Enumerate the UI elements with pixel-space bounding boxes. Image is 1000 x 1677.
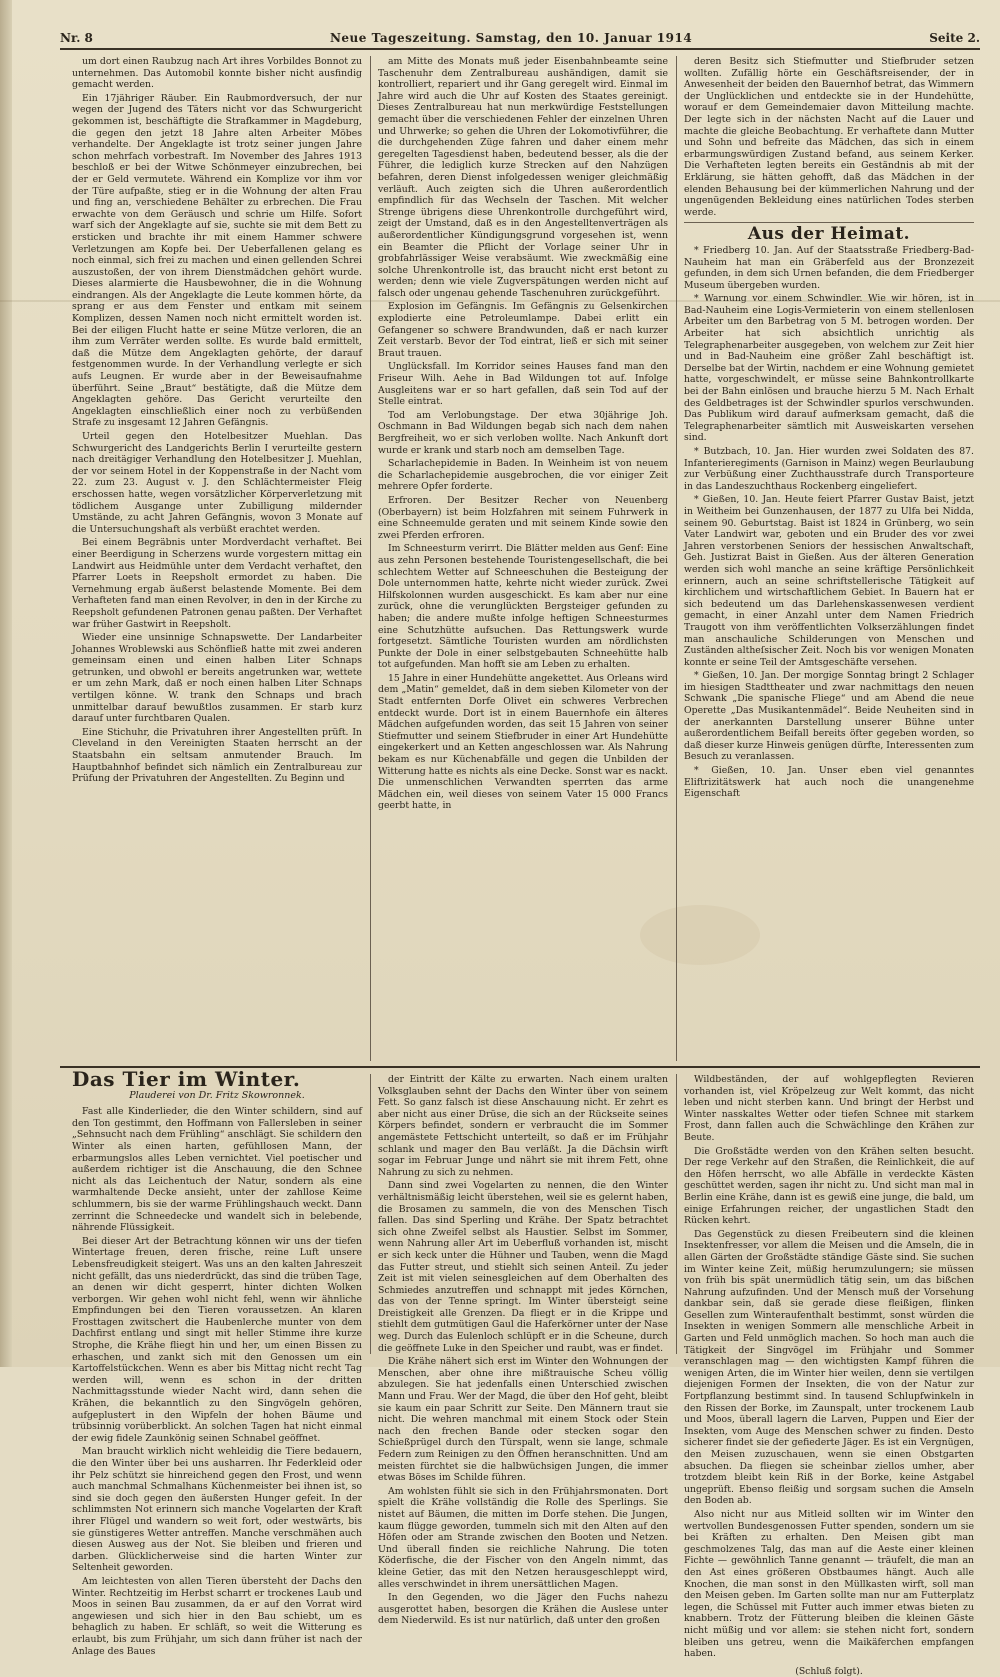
feuilleton-paragraph: Also nicht nur aus Mitleid sollten wir im Winter den wertvollen Bundesgenossen Futter spenden, sondern um sie bei Kräften zu erhalten. Den Meisen gibt man geschmolzenes Talg, das man auf die Aeste einer kleinen Fichte — gewöhnlich Tanne genannt — träufelt, die man an den Ast eines größeren Obstbaumes hängt. Auch alle Knochen, die man sonst in den Müllkasten wirft, soll man den Meisen geben. Im Garten sollte man nur am Futterplatz legen, die Schüssel mit Futter auch immer etwas bieten zu knabbern. Trotz der Fütterung bleiben die kleinen Gäste nicht müßig und vor allem: sie stehen nicht fort, sondern bleiben uns getreu, wenn die Maikäferchen empfangen haben. — [684, 1508, 974, 1660]
feuilleton-paragraph: In den Gegenden, wo die Jäger den Fuchs nahezu ausgerottet haben, besorgen die Krähen die Auslese unter dem Niederwild. Es ist nur natürlich, daß unter den großen — [378, 1592, 668, 1627]
news-article: deren Besitz sich Stiefmutter und Stiefbruder setzen wollten. Zufällig hörte ein Geschäftsreisender, der in Anwesenheit der beiden den Bauernhof betrat, das Wimmern der Unglücklichen und entdeckte sie in der Hundehütte, worauf er dem Gemeindemaier davon Mitteilung machte. Der legte sich in der nächsten Nacht auf die Lauer und machte die gleiche Beobachtung. Er verhaftete dann Mutter und Sohn und befreite das Mädchen, das sich in einem erbarmungswürdigen Zustand befand, aus seinem Kerker. Die Verhafteten legten bereits ein Geständnis ab mit der Erklärung, sie hätten gehofft, daß das Mädchen in der elenden Behausung bei der kümmerlichen Nahrung und der ungenügenden Bekleidung eines natürlichen Todes sterben werde. — [684, 56, 974, 218]
feuilleton-paragraph: Am wohlsten fühlt sie sich in den Frühjahrsmonaten. Dort spielt die Krähe vollständig die Rolle des Sperlings. Sie nistet auf Bäumen, die mitten im Dorfe stehen. Die Jungen, kaum flügge geworden, tummeln sich mit den Alten auf den Höfen oder am Strande zwischen den Booten und Netzen. Und überall finden sie reichliche Nahrung. Die toten Köderfische, die der Fischer von den Angeln nimmt, das kleine Getier, das mit den Netzen herausgeschleppt wird, alles verschwindet in ihrem unersättlichen Magen. — [378, 1485, 668, 1590]
news-article: Ein 17jähriger Räuber. Ein Raubmordversuch, der nur wegen der Jugend des Täters nicht vor das Schwurgericht gekommen ist, beschäftigte die Strafkammer in Magdeburg, die gegen den jetzt 18 Jahre alten Arbeiter Möbes verhandelte. Der Angeklagte ist trotz seiner jungen Jahre schon mehrfach vorbestraft. Im November des Jahres 1913 beschloß er bei der Witwe Schönmeyer einzubrechen, bei der er Geld vermutete. Während ein Komplize vor ihm vor der Türe aufpaßte, stieg er in die Wohnung der alten Frau und fing an, verschiedene Behälter zu erbrechen. Die Frau erwachte von dem Geräusch und schrie um Hilfe. Sofort warf sich der Angeklagte auf sie, suchte sie mit dem Bett zu ersticken und brachte ihr mit einem Hammer schwere Verletzungen am Kopfe bei. Der Ueberfallenen gelang es noch einmal, sich frei zu machen und einen gellenden Schrei auszustoßen, der von ihrem Dienstmädchen gehört wurde. Dieses alarmierte die Hausbewohner, die in die Wohnung eindrangen. Als der Angeklagte die Leute kommen hörte, da sprang er aus dem Fenster und entkam mit seinem Komplizen, dessen Namen noch nicht ermittelt worden ist. Bei der eiligen Flucht hatte er seine Mütze verloren, die an ihm zum Verräter werden sollte. Es wurde bald ermittelt, daß die Mütze dem Angeklagten gehörte, der darauf festgenommen wurde. In der Verhandlung verlegte er sich aufs Leugnen. Er wurde aber in der Beweisaufnahme überführt. Seine „Braut“ bestätigte, daß die Mütze dem Angeklagten gehöre. Das Gericht verurteilte den Angeklagten einschließlich einer noch zu verbüßenden Strafe zu insgesamt 12 Jahren Gefängnis. — [72, 92, 362, 429]
masthead-line: Neue Tageszeitung. Samstag, den 10. Januar 1914 — [329, 31, 693, 45]
local-news-item: * Butzbach, 10. Jan. Hier wurden zwei Soldaten des 87. Infanterieregiments (Garnison in Mainz) wegen Beurlaubung zur Verbüßung einer Zuchthausstrafe durch Transporteure in das Landeszuchthaus Rockenberg eingeliefert. — [684, 446, 974, 492]
local-news-item: * Friedberg 10. Jan. Auf der Staatsstraße Friedberg-Bad-Nauheim hat man ein Gräberfeld aus der Bronzezeit gefunden, in dem sich Urnen befanden, die dem Friedberger Museum übergeben wurden. — [684, 244, 974, 291]
news-article: Wieder eine unsinnige Schnapswette. Der Landarbeiter Johannes Wroblewski aus Schönfließ hatte mit zwei anderen gemeinsam einen und einen halben Liter Schnaps getrunken, und obwohl er bereits angetrunken war, wettete er um zehn Mark, daß er noch einen halben Liter Schnaps vertilgen könne. W. trank den Schnaps und brach unmittelbar darauf bewußtlos zusammen. Er starb kurz darauf unter furchtbaren Qualen. — [72, 632, 362, 725]
page-binding — [0, 0, 12, 1367]
news-column-3 — [684, 56, 974, 1061]
feuilleton-paragraph: Die Großstädte werden von den Krähen selten besucht. Der rege Verkehr auf den Straßen, die Reinlichkeit, die auf den Höfen herrscht, wo alle Abfälle in verdeckte Kästen geschüttet werden, sagen ihr nicht zu. Und sicht man mal in Berlin eine Krähe, dann ist es gewiß eine junge, die bald, um einige Erfahrungen reicher, der ungastlichen Stadt den Rücken kehrt. — [684, 1145, 974, 1227]
news-column-1 — [72, 56, 362, 1061]
news-article: Erfroren. Der Besitzer Recher von Neuenberg (Oberbayern) ist beim Holzfahren mit seinem Fuhrwerk in eine Schneemulde geraten und mit seinem Kinde sowie den zwei Pferden erfroren. — [378, 494, 668, 541]
feuilleton-byline: Plauderei von Dr. Fritz Skowronnek. — [129, 1089, 305, 1101]
local-news-item: * Gießen, 10. Jan. Heute feiert Pfarrer Gustav Baist, jetzt in Weitheim bei Gunzenhausen, der 1877 zu Ulfa bei Nidda, seinem 90. Geburtstag. Baist ist 1824 in Grünberg, wo sein Vater Landwirt war, geboten und ein Bruder des vor zwei Jahren verstorbenen Seniors der hessischen Anwaltschaft, Geh. Justizrat Baist in Gießen. Aus der älteren Generation werden sich wohl manche an seine kräftige Persönlichkeit erinnern, auch an seine schriftstellerische Tätigkeit auf kirchlichem und wirtschaftlichem Gebiet. In Bauern hat er sich bedeutend um das Darlehenskassenwesen verdient gemacht, in einer Anzahl unter dem Namen Friedrich Traugott von ihm veröffentlichten Volkserzählungen findet man anschauliche Schilderungen von Menschen und Zuständen altheſsischer Zeit. Noch bis vor wenigen Monaten konnte er seine Teil der Amtsgeschäfte versehen. — [684, 494, 974, 668]
section-divider — [684, 222, 974, 223]
page-number: Seite 2. — [929, 31, 980, 45]
feuilleton-column-3 — [684, 1074, 974, 1677]
local-news-item: * Warnung vor einem Schwindler. Wie wir hören, ist in Bad-Nauheim eine Logis-Vermieterin von einem stellenlosen Arbeiter um den Barbetrag von 5 M. betrogen worden. Der Arbeiter hat sich absichtlich unrichtig als Telegraphenarbeiter ausgegeben, von welchem zur Zeit hier und in Bad-Nauheim eine größer Zahl beschäftigt ist. Derselbe bat der Wirtin, nachdem er eine Wohnung gemietet hatte, vorgeschwindelt, er müsse seine Bahnkontrollkarte bei der Bahn einlösen und brauche hierzu 5 M. Nach Erhalt des Geldbetrages ist der Schwindler spurlos verschwunden. Das Publikum wird darauf aufmerksam gemacht, daß die Telegraphenarbeiter sämtlich mit Ausweiskarten versehen sind. — [684, 293, 974, 444]
feuilleton-paragraph: Wildbeständen, der auf wohlgepflegten Revieren vorhanden ist, viel Kröpelzeug zur Welt kommt, das nicht leben und nicht sterben kann. Und bringt der Herbst und Winter nasskaltes Wetter oder tiefen Schnee mit starkem Frost, dann fallen auch die Schwächlinge den Krähen zur Beute. — [684, 1074, 974, 1143]
continued-note: (Schluß folgt). — [795, 1665, 863, 1677]
column-divider — [676, 56, 677, 1061]
news-article: am Mitte des Monats muß jeder Eisenbahnbeamte seine Taschenuhr dem Zentralbureau aushändigen, damit sie kontrolliert, repariert und ihr Gang geregelt wird. Einmal im Jahre wird auch die Uhr auf Kosten des Staates gereinigt. Dieses Zentralbureau hat nun merkwürdige Feststellungen gemacht über die verschiedenen Fehler der einzelnen Uhren und Uhrwerke; so gehen die Uhren der Lokomotivführer, die die durchgehenden Züge fahren und daher einem mehr geregelten Tagesdienst haben, bedeutend besser, als die der Führer, die lediglich kurze Strecken auf den Nahzügen befahren, deren Dienst infolgedessen weniger gleichmäßig verläuft. Auch zeigten sich die Uhren außerordentlich empfindlich für das Wechseln der Taschen. Mit welcher Strenge übrigens diese Uhrenkontrolle durchgeführt wird, zeigt der Umstand, daß es in den Angestelltenverträgen als außerordentlicher Kündigungsgrund vorgesehen ist, wenn ein Beamter die Pflicht der Vorlage seiner Uhr in grobfahrlässiger Weise verabsäumt. Wie zweckmäßig eine solche Uhrenkontrolle ist, das braucht nicht erst betont zu werden; denn wie viele Zugverspätungen werden nicht auf falsch oder ungenau gehende Taschenuhren zurückgeführt. — [378, 56, 668, 299]
news-article: Im Schneesturm verirrt. Die Blätter melden aus Genf: Eine aus zehn Personen bestehende Touristengesellschaft, die bei schlechtem Wetter auf Schneeschuhen die Besteigung der Dole unternommen hatte, kehrte nicht wieder zurück. Zwei Hilfskolonnen wurden ausgeschickt. Es kam aber nur eine zurück, ohne die verunglückten Bergsteiger gefunden zu haben; die andere mußte infolge heftigen Schneesturmes eine Schutzhütte aufsuchen. Das Rettungswerk wurde fortgesetzt. Sämtliche Touristen wurden am nördlichsten Punkte der Dole in einer selbstgebauten Schneehütte halb tot aufgefunden. Man hofft sie am Leben zu erhalten. — [378, 543, 668, 671]
news-article: Tod am Verlobungstage. Der etwa 30jährige Joh. Oschmann in Bad Wildungen begab sich nach dem nahen Bergfreiheit, wo er sich verloben wollte. Nach Ankunft dort wurde er krank und starb noch am demselben Tage. — [378, 409, 668, 456]
news-article: Urteil gegen den Hotelbesitzer Muehlan. Das Schwurgericht des Landgerichts Berlin I verurteilte gestern nach dreitägiger Verhandlung den Hotelbesitzer J. Muehlan, der vor seinem Hotel in der Koppenstraße in der Nacht vom 22. zum 23. August v. J. den Schlächtermeister Fleig erschossen hatte, wegen vorsätzlicher Körperverletzung mit tödlichem Ausgange unter Zubilligung mildernder Umstände, zu acht Jahren Gefängnis, wovon 3 Monate auf die Untersuchungshaft als verbüßt erachtet werden. — [72, 431, 362, 535]
feuilleton-title: Das Tier im Winter. — [72, 1067, 301, 1091]
heimat-heading: Aus der Heimat. — [747, 224, 911, 245]
news-article: Scharlachepidemie in Baden. In Weinheim ist von neuem die Scharlachepidemie ausgebrochen, die vor einiger Zeit mehrere Opfer forderte. — [378, 458, 668, 493]
local-news-item: * Gießen, 10. Jan. Unser eben viel genanntes Eliftrizitätswerk hat auch noch die unangenehme Eigenschaft — [684, 765, 974, 800]
issue-number: Nr. 8 — [60, 31, 93, 45]
feuilleton-paragraph: Bei dieser Art der Betrachtung können wir uns der tiefen Wintertage freuen, deren frische, reine Luft unsere Lebensfreudigkeit steigert. Was uns an den kalten Jahreszeit nicht gefällt, das uns niederdrückt, das sind die trüben Tage, an denen wir dicht gesperrt, hinter dichten Wolken verborgen. Wir gehen wohl nicht fehl, wenn wir ähnliche Empfindungen bei den Tieren voraussetzen. An klaren Frosttagen zwitschert die Haubenlerche munter von dem Dachfirst entlang und singt mit heller Stimme ihre kurze Strophe, die Krähe fliegt hin und her, um einen Bissen zu erhaschen, und zankt sich mit den Genossen um ein Kartoffelstückchen. Wenn es aber bis Mittag nicht recht Tag werden will, wenn es schon in der dritten Nachmittagsstunde wieder Nacht wird, dann sehen die Krähen, die bekanntlich zu den Singvögeln gehören, aufgeplustert in den Wipfeln der hohen Bäume und trübsinnig vorüberblickt. An solchen Tagen hat nicht einmal der ewig fidele Zaunkönig seinen Schnabel geöffnet. — [72, 1235, 362, 1444]
feuilleton-paragraph: Das Gegenstück zu diesen Freibeutern sind die kleinen Insektenfresser, vor allem die Meisen und die Amseln, die in allen Gärten der Großstädte ständige Gäste sind. Sie suchen im Winter keine Zeit, müßig herumzulungern; sie müssen von früh bis spät unermüdlich tätig sein, um das bißchen Nahrung aufzufinden. Und der Mensch muß der Vorsehung dankbar sein, daß sie gerade diese fleißigen, flinken Gesellen zum Winteraufenthalt bestimmt, sonst würden die Insekten in wenigen Sommern alle menschliche Arbeit in Garten und Feld unmöglich machen. So hoch man auch die Tätigkeit der Singvögel im Frühjahr und Sommer veranschlagen mag — den wichtigsten Kampf führen die wenigen Arten, die im Winter hier weilen, denn sie vertilgen diejenigen Formen der Insekten, die von der Natur zur Fortpflanzung bestimmt sind. In tausend Schlupfwinkeln in den Rissen der Borke, im Zaunspalt, unter trockenem Laub und Moos, überall lagern die Larven, Puppen und Eier der Insekten, vom Auge des Menschen schwer zu finden. Desto sicherer findet sie der gefiederte Jäger. Es ist ein Vergnügen, den Meisen zuzuschauen, wenn sie einen Obstgarten absuchen. Da fliegen sie scheinbar ziellos umher, aber trotzdem bleibt kein Riß in der Borke, keine Astgabel ungeprüft. Ebenso fleißig und sorgsam suchen die Amseln den Boden ab. — [684, 1228, 974, 1507]
news-article: Unglücksfall. Im Korridor seines Hauses fand man den Friseur Wilh. Aehe in Bad Wildungen tot auf. Infolge Ausgleitens war er so hart gefallen, daß sein Tod auf der Stelle eintrat. — [378, 361, 668, 408]
feuilleton-paragraph: der Eintritt der Kälte zu erwarten. Nach einem uralten Volksglauben sehnt der Dachs den Winter über von seinem Fett. So ganz falsch ist diese Anschauung nicht. Er zehrt es aber nicht aus einer Drüse, die sich an der Rückseite seines Körpers befindet, sondern er verbraucht die im Sommer angemästete Fettschicht unterteilt, so daß er im Frühjahr schlank und mager den Bau verläßt. Ja die Dächsin wirft sogar im Februar Junge und nährt sie mit ihrem Fett, ohne Nahrung zu sich zu nehmen. — [378, 1074, 668, 1178]
column-divider — [676, 1074, 677, 1354]
feuilleton-paragraph: Die Krähe nähert sich erst im Winter den Wohnungen der Menschen, aber ohne ihre mißtrauische Scheu völlig abzulegen. Sie hat jedenfalls einen Unterschied zwischen Mann und Frau. Wer der Magd, die über den Hof geht, bleibt sie kaum ein paar Schritt zur Seite. Den Männern traut sie nicht. Die wehren manchmal mit einem Stock oder Stein nach den frechen Bande oder stecken sogar den Schießprügel durch den Türspalt, wenn sie lange, schmale Federn zum Reinigen zu den Öffnen heranschnitten. Und am meisten fürchtet sie die halbwüchsigen Jungen, die immer etwas Böses im Schilde führen. — [378, 1356, 668, 1484]
feuilleton-column-1 — [72, 1067, 362, 1657]
news-article: Eine Stichuhr, die Privatuhren ihrer Angestellten prüft. In Cleveland in den Vereinigten Staaten herrscht an der Staatsbahn ein seltsam anmutender Brauch. Im Hauptbahnhof befindet sich nämlich ein Zentralbureau zur Prüfung der Privatuhren der Angestellten. Zu Beginn und — [72, 726, 362, 785]
feuilleton-column-2 — [378, 1074, 668, 1627]
news-article: Bei einem Begräbnis unter Mordverdacht verhaftet. Bei einer Beerdigung in Scherzens wurde vorgestern mittag ein Landwirt aus Heidmühle unter dem Verdacht verhaftet, den Pfarrer Loets in Reepsholt ermordet zu haben. Die Vernehmung ergab äußerst belastende Momente. Bei dem Verhafteten fand man einen Revolver, in den in der Kirche zu Reepsholt gefundenen Patronen genau paßten. Der Verhaftet war früher Gastwirt in Reepsholt. — [72, 537, 362, 630]
feuilleton-paragraph: Man braucht wirklich nicht wehleidig die Tiere bedauern, die den Winter über bei uns ausharren. Ihr Federkleid oder ihr Pelz schützt sie hinreichend gegen den Frost, und wenn auch manchmal Schmalhans Küchenmeister bei ihnen ist, so sind sie doch gegen den äußersten Hunger gefeit. In der schlimmsten Not erinnern sich manche Vogelarten der Kraft ihrer Flügel und wandern so weit fort, oder westwärts, bis sie günstigeres Wetter antreffen. Manche verschmähen auch diesen Ausweg aus der Not. Sie bleiben und frieren und darben. Glücklicherweise sind die harten Winter zur Seltenheit geworden. — [72, 1446, 362, 1574]
column-divider — [370, 56, 371, 1061]
feuilleton-paragraph: Dann sind zwei Vogelarten zu nennen, die den Winter verhältnismäßig leicht überstehen, weil sie es gelernt haben, die Brosamen zu sammeln, die von des Menschen Tisch fallen. Das sind Sperling und Krähe. Der Spatz betrachtet sich ohne Zweifel selbst als Haustier. Selbst im Sommer, wenn Nahrung aller Art im Ueberfluß vorhanden ist, mischt er sich keck unter die Hühner und Tauben, wenn die Magd das Futter streut, und stiehlt sich seinen Anteil. Zu jeder Zeit ist mit vielen seinesgleichen auf dem Oberhalten des Schmiedes anzutreffen und schnappt mit jedes Körnchen, das von der Tenne springt. Im Winter übersteigt seine Dreistigkeit alle Grenzen. Da fliegt er in die Krippe und stiehlt dem gutmütigen Gaul die Haferkörner unter der Nase weg. Durch das Eulenloch schlüpft er in die Scheune, durch die geöffnete Luke in den Speicher und raubt, was er findet. — [378, 1180, 668, 1354]
column-divider — [370, 1074, 371, 1354]
page-header — [60, 28, 980, 50]
feuilleton-paragraph: Am leichtesten von allen Tieren übersteht der Dachs den Winter. Rechtzeitig im Herbst scharrt er trockenes Laub und Moos in seinen Bau zusammen, da er auf den Vorrat wird angewiesen und sich hier in den Bau schiebt, um es behaglich zu haben. Er schläft, so weit die Witterung es erlaubt, bis zum Frühjahr, um sich dann früher ist nach der Anlage des Baues — [72, 1575, 362, 1657]
feuilleton-paragraph: Fast alle Kinderlieder, die den Winter schildern, sind auf den Ton gestimmt, den Hoffmann von Fallersleben in seiner „Sehnsucht nach dem Frühling“ anschlägt. Sie schildern den Winter als einen harten, gefühllosen Mann, der erbarmungslos alles Leben vernichtet. Viel poetischer und außerdem richtiger ist die Anschauung, die den Schnee nicht als das Leichentuch der Natur, sondern als eine warmhaltende Decke ansieht, unter der zahllose Keime schlummern, bis sie der warme Frühlingshauch weckt. Dann zerrinnt die Schneedecke und wandelt sich in belebende, nährende Flüssigkeit. — [72, 1106, 362, 1234]
news-article: 15 Jahre in einer Hundehütte angekettet. Aus Orleans wird dem „Matin“ gemeldet, daß in dem sieben Kilometer von der Stadt entfernten Dorfe Olivet ein schweres Verbrechen entdeckt wurde. Dort ist in einem Bauernhofe ein älteres Mädchen aufgefunden worden, das seit 15 Jahren von seiner Stiefmutter und seinem Stiefbruder in einer Art Hundehütte eingekerkert und an Ketten angeschlossen war. Als Nahrung bekam es nur Küchenabfälle und gegen die Unbilden der Witterung hatte es nichts als eine Decke. Sonst war es nackt. Die unmenschlichen Verwandten sperrten das arme Mädchen ein, weil dieses von seinem Vater 15 000 Francs geerbt hatte, in — [378, 672, 668, 812]
news-article: um dort einen Raubzug nach Art ihres Vorbildes Bonnot zu unternehmen. Das Automobil konnte bisher nicht ausfindig gemacht werden. — [72, 56, 362, 91]
local-news-item: * Gießen, 10. Jan. Der morgige Sonntag bringt 2 Schlager im hiesigen Stadttheater und zwar nachmittags den neuen Schwank „Die spanische Fliege“ und am Abend die neue Operette „Das Musikantenmädel“. Beide Neuheiten sind in der anerkannten Darstellung unserer Bühne unter außerordentlichem Beifall bereits öfter gegeben worden, so daß dieser kurze Hinweis genügen dürfte, Interessenten zum Besuch zu veranlassen. — [684, 670, 974, 763]
news-column-2 — [378, 56, 668, 1061]
news-article: Explosion im Gefängnis. Im Gefängnis zu Gelsenkirchen explodierte eine Petroleumlampe. Dabei erlitt ein Gefangener so schwere Brandwunden, daß er nach kurzer Zeit verstarb. Bevor der Tod eintrat, ließ er sich mit seiner Braut trauen. — [378, 301, 668, 359]
